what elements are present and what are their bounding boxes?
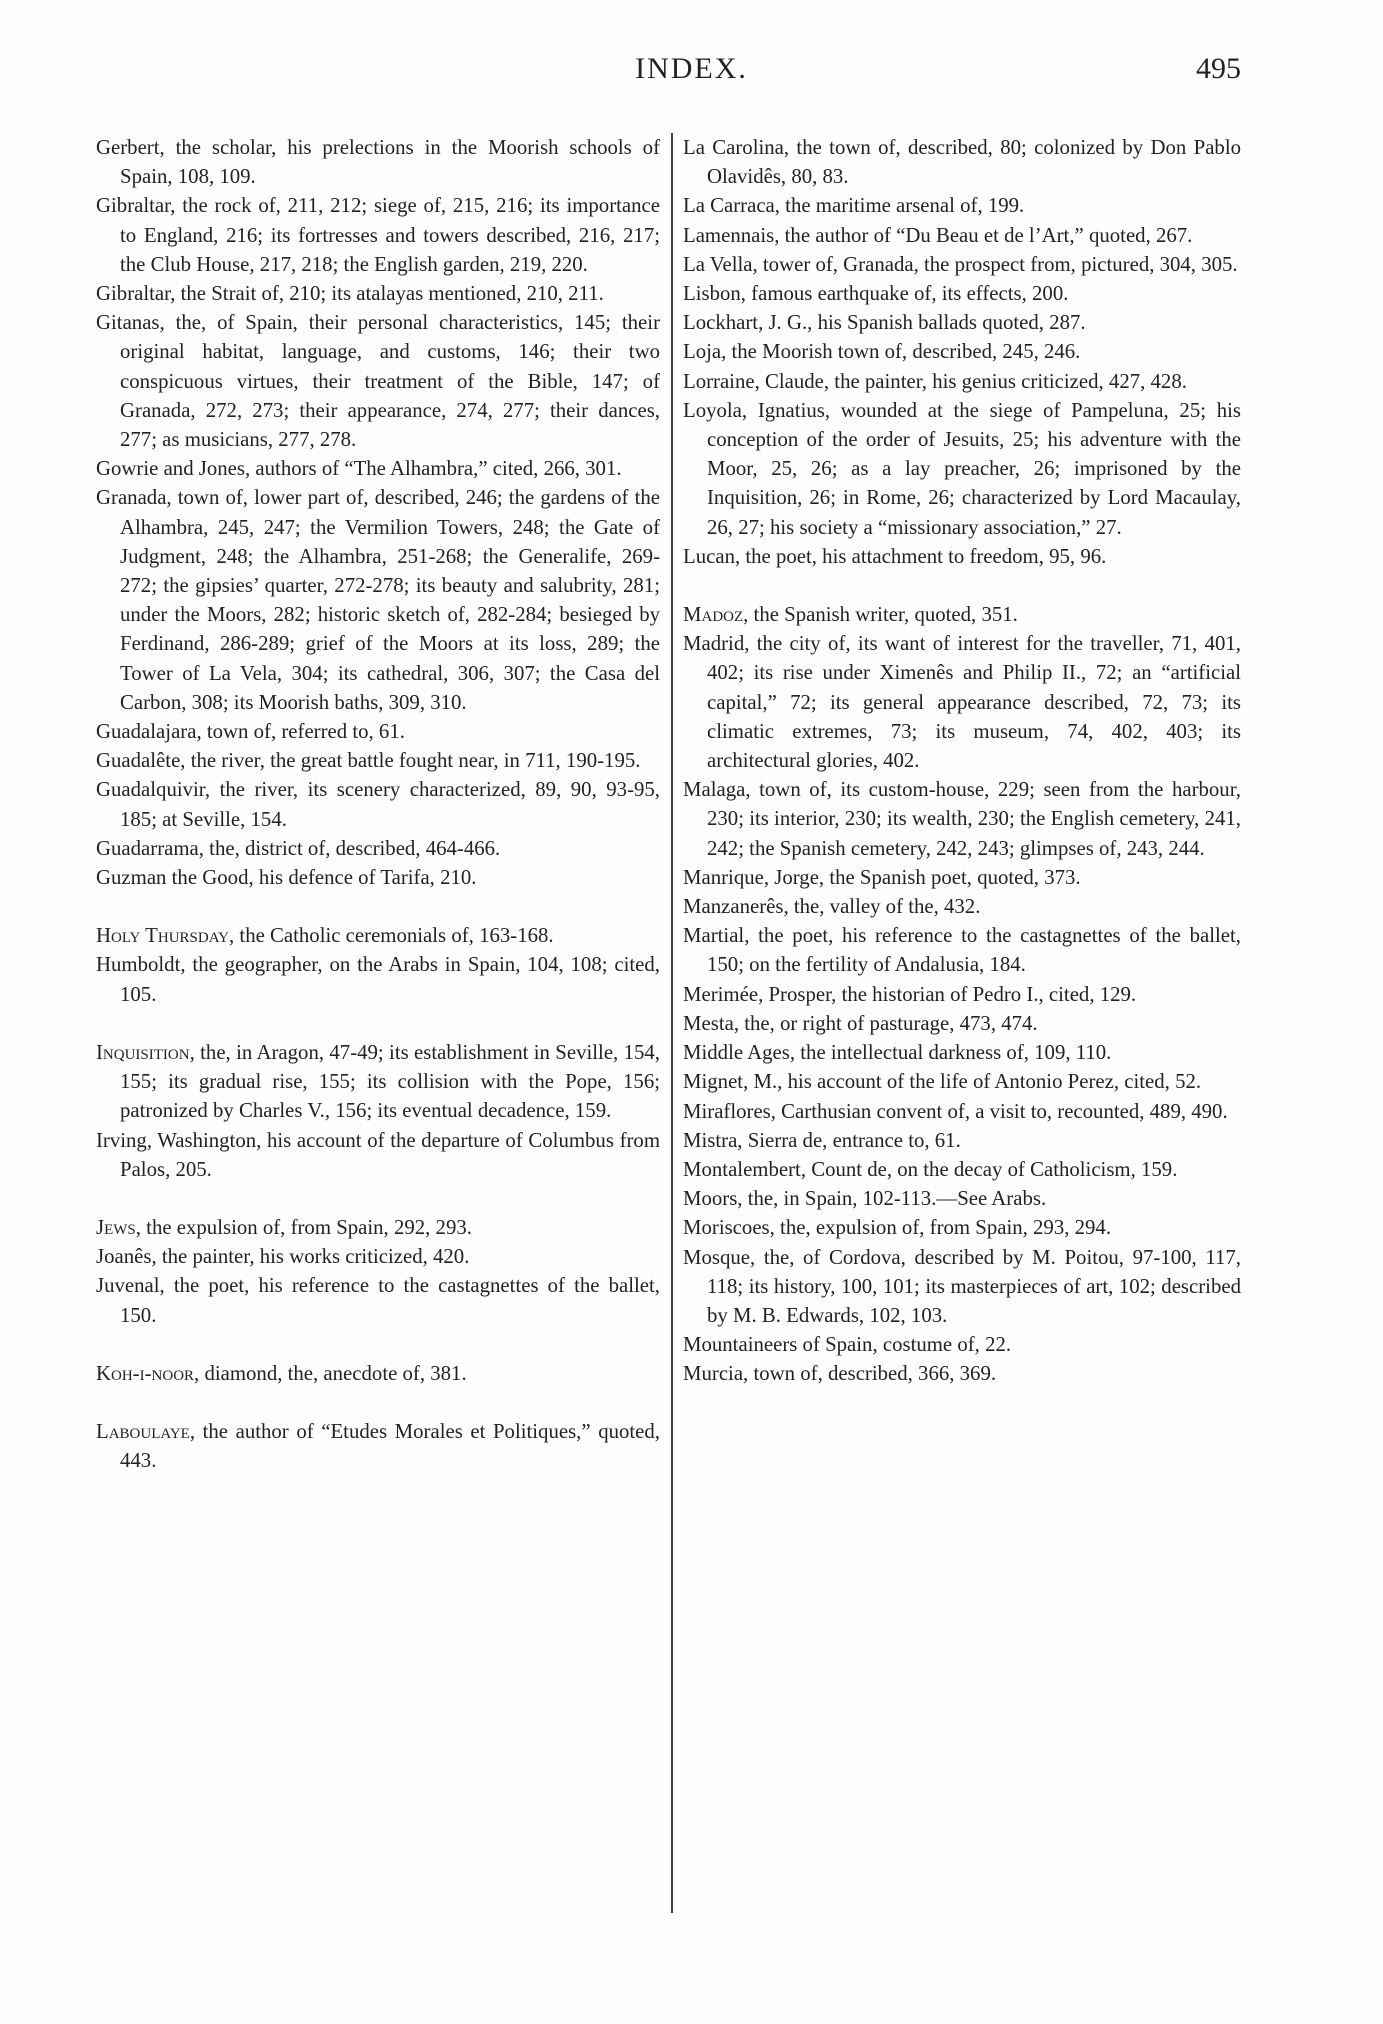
- index-entry-text: Moors, the, in Spain, 102-113.—See Arabs.: [683, 1187, 1047, 1211]
- index-entry-text: Mountaineers of Spain, costume of, 22.: [683, 1333, 1012, 1357]
- index-entry-text: Loyola, Ignatius, wounded at the siege of Pampeluna, 25; his conception of the order of Jesuits, 25; his adventure with the Moor, 25, 26; as a lay preacher, 26; imprisoned by the Inquisition, 26; in Rome, 26; characterized by Lord Macaulay, 26, 27; his society a “missionary association,” 27.: [683, 398, 1241, 539]
- index-entry-text: Mistra, Sierra de, entrance to, 61.: [683, 1128, 961, 1152]
- index-entry-text: Lucan, the poet, his attachment to freedom, 95, 96.: [683, 544, 1107, 568]
- index-entry-text: Guadarrama, the, district of, described, 464-466.: [96, 836, 501, 860]
- index-entry-text: Lamennais, the author of “Du Beau et de l’Art,” quoted, 267.: [683, 223, 1193, 247]
- index-entry-text: , diamond, the, anecdote of, 381.: [194, 1361, 467, 1385]
- index-entry: [96, 1213, 660, 1242]
- index-entry-text: Miraflores, Carthusian convent of, a visit to, recounted, 489, 490.: [683, 1099, 1228, 1123]
- page-header: [0, 52, 1383, 92]
- index-entry-text: Gerbert, the scholar, his prelections in the Moorish schools of Spain, 108, 109.: [96, 136, 660, 189]
- index-column-right: [683, 133, 1241, 1389]
- index-entry: [96, 454, 660, 483]
- index-entry: [96, 834, 660, 863]
- index-entry-text: Juvenal, the poet, his reference to the castagnettes of the ballet, 150.: [96, 1274, 660, 1327]
- index-entry-text: Mesta, the, or right of pasturage, 473, 474.: [683, 1011, 1038, 1035]
- index-entry: [96, 1417, 660, 1475]
- index-entry: [683, 279, 1241, 308]
- index-entry-text: Gowrie and Jones, authors of “The Alhambra,” cited, 266, 301.: [96, 457, 622, 481]
- index-entry-text: Gibraltar, the Strait of, 210; its atalayas mentioned, 210, 211.: [96, 282, 604, 306]
- index-entry: [683, 1155, 1241, 1184]
- index-entry: [96, 308, 660, 454]
- index-entry-text: Moriscoes, the, expulsion of, from Spain, 293, 294.: [683, 1216, 1112, 1240]
- index-entry-text: Manzanerês, the, valley of the, 432.: [683, 895, 981, 919]
- index-entry-text: , the Spanish writer, quoted, 351.: [743, 603, 1018, 627]
- index-entry-heading: Madoz: [683, 603, 744, 627]
- index-entry-text: Montalembert, Count de, on the decay of Catholicism, 159.: [683, 1157, 1178, 1181]
- index-entry: [683, 133, 1241, 191]
- index-entry-text: Mignet, M., his account of the life of Antonio Perez, cited, 52.: [683, 1070, 1202, 1094]
- index-entry: [96, 950, 660, 1008]
- index-entry-text: Malaga, town of, its custom-house, 229; seen from the harbour, 230; its interior, 230; its wealth, 230; the English cemetery, 241, 242; the Spanish cemetery, 242, 243; glimpses of, 243, 244.: [683, 778, 1241, 860]
- index-entry: [683, 542, 1241, 571]
- index-entry-text: Gibraltar, the rock of, 211, 212; siege of, 215, 216; its importance to England, 216; its fortresses and towers described, 216, 217; the Club House, 217, 218; the English garden, 219, 220.: [96, 194, 660, 276]
- index-entry: [683, 1330, 1241, 1359]
- index-entry: [683, 863, 1241, 892]
- index-entry-text: La Carolina, the town of, described, 80; colonized by Don Pablo Olavidês, 80, 83.: [683, 136, 1241, 189]
- index-entry: [96, 746, 660, 775]
- index-entry-text: Lisbon, famous earthquake of, its effects, 200.: [683, 282, 1069, 306]
- index-entry: [96, 483, 660, 717]
- index-entry-text: Guadalquivir, the river, its scenery characterized, 89, 90, 93-95, 185; at Seville, 154.: [96, 778, 660, 831]
- index-entry-heading: Inquisition: [96, 1040, 190, 1064]
- index-entry-text: Irving, Washington, his account of the departure of Columbus from Palos, 205.: [96, 1128, 660, 1181]
- index-entry: [96, 921, 660, 950]
- index-entry-text: Guadalajara, town of, referred to, 61.: [96, 720, 405, 744]
- index-entry: [96, 191, 660, 279]
- index-entry-text: Guzman the Good, his defence of Tarifa, 210.: [96, 866, 477, 890]
- index-entry: [96, 1038, 660, 1126]
- index-entry: [683, 629, 1241, 775]
- index-entry-text: Humboldt, the geographer, on the Arabs in Spain, 104, 108; cited, 105.: [96, 953, 660, 1006]
- index-entry-text: , the expulsion of, from Spain, 292, 293.: [135, 1215, 472, 1239]
- index-entry-text: , the Catholic ceremonials of, 163-168.: [229, 924, 554, 948]
- index-entry: [683, 396, 1241, 542]
- index-entry: [683, 600, 1241, 629]
- index-entry: [683, 1243, 1241, 1331]
- page-number: 495: [1196, 52, 1241, 85]
- index-entry-text: Guadalête, the river, the great battle fought near, in 711, 190-195.: [96, 749, 641, 773]
- index-entry: [683, 980, 1241, 1009]
- index-entry-text: La Vella, tower of, Granada, the prospect from, pictured, 304, 305.: [683, 252, 1238, 276]
- index-entry: [683, 1038, 1241, 1067]
- index-entry: [683, 1213, 1241, 1242]
- index-entry-text: Joanês, the painter, his works criticized, 420.: [96, 1245, 470, 1269]
- index-entry-heading: Laboulaye: [96, 1419, 190, 1443]
- index-entry: [96, 775, 660, 833]
- index-entry: [96, 717, 660, 746]
- index-entry-text: Granada, town of, lower part of, described, 246; the gardens of the Alhambra, 245, 247; the Vermilion Towers, 248; the Gate of Judgment, 248; the Alhambra, 251-268; the Generalife, 269-272; the gipsies’ quarter, 272-278; its beauty and salubrity, 281; under the Moors, 282; historic sketch of, 282-284; besieged by Ferdinand, 286-289; grief of the Moors at its loss, 289; the Tower of La Vela, 304; its cathedral, 306, 307; the Casa del Carbon, 308; its Moorish baths, 309, 310.: [96, 486, 660, 714]
- index-entry: [683, 1067, 1241, 1096]
- index-entry: [96, 133, 660, 191]
- index-entry: [96, 863, 660, 892]
- index-entry: [683, 191, 1241, 220]
- index-entry-text: Madrid, the city of, its want of interest for the traveller, 71, 401, 402; its rise under Ximenês and Philip II., 72; an “artificial capital,” 72; its general appearance described, 72, 73; its climatic extremes, 73; its museum, 74, 402, 403; its architectural glories, 402.: [683, 632, 1241, 773]
- index-entry: [96, 1126, 660, 1184]
- index-entry-text: Middle Ages, the intellectual darkness of, 109, 110.: [683, 1041, 1112, 1065]
- index-entry: [683, 1184, 1241, 1213]
- index-entry-text: La Carraca, the maritime arsenal of, 199.: [683, 194, 1025, 218]
- index-entry-heading: Jews: [96, 1215, 136, 1239]
- index-entry: [683, 250, 1241, 279]
- index-entry-text: , the, in Aragon, 47-49; its establishment in Seville, 154, 155; its gradual rise, 155; its collision with the Pope, 156; patronized by Charles V., 156; its eventual decadence, 159.: [120, 1040, 660, 1123]
- index-entry: [683, 1009, 1241, 1038]
- index-entry: [683, 921, 1241, 979]
- index-entry: [96, 1359, 660, 1388]
- index-entry: [96, 1271, 660, 1329]
- index-entry-text: , the author of “Etudes Morales et Politiques,” quoted, 443.: [120, 1419, 660, 1473]
- index-entry: [96, 279, 660, 308]
- page-title: INDEX.: [635, 52, 748, 85]
- index-entry-text: Murcia, town of, described, 366, 369.: [683, 1362, 997, 1386]
- index-entry: [683, 775, 1241, 863]
- index-entry: [683, 892, 1241, 921]
- index-entry-text: Martial, the poet, his reference to the castagnettes of the ballet, 150; on the fertility of Andalusia, 184.: [683, 924, 1241, 977]
- index-entry-heading: Holy Thursday: [96, 924, 230, 948]
- index-entry-text: Merimée, Prosper, the historian of Pedro I., cited, 129.: [683, 982, 1137, 1006]
- index-entry: [683, 1359, 1241, 1388]
- index-entry-text: Lorraine, Claude, the painter, his genius criticized, 427, 428.: [683, 369, 1187, 393]
- index-column-left: [96, 133, 660, 1475]
- index-entry-heading: Koh-i-noor: [96, 1361, 195, 1385]
- index-entry: [96, 1242, 660, 1271]
- index-entry: [683, 337, 1241, 366]
- index-entry: [683, 367, 1241, 396]
- index-entry-text: Manrique, Jorge, the Spanish poet, quoted, 373.: [683, 865, 1081, 889]
- index-entry-text: Loja, the Moorish town of, described, 245, 246.: [683, 340, 1081, 364]
- index-entry-text: Gitanas, the, of Spain, their personal characteristics, 145; their original habitat, language, and customs, 146; their two conspicuous virtues, their treatment of the Bible, 147; of Granada, 272, 273; their appearance, 274, 277; their dances, 277; as musicians, 277, 278.: [96, 311, 660, 452]
- index-entry: [683, 221, 1241, 250]
- index-entry: [683, 1097, 1241, 1126]
- index-entry-text: Lockhart, J. G., his Spanish ballads quoted, 287.: [683, 311, 1086, 335]
- index-entry: [683, 308, 1241, 337]
- column-divider: [671, 133, 673, 1913]
- index-entry: [683, 1126, 1241, 1155]
- index-entry-text: Mosque, the, of Cordova, described by M. Poitou, 97-100, 117, 118; its history, 100, 101; its masterpieces of art, 102; described by M. B. Edwards, 102, 103.: [683, 1245, 1241, 1327]
